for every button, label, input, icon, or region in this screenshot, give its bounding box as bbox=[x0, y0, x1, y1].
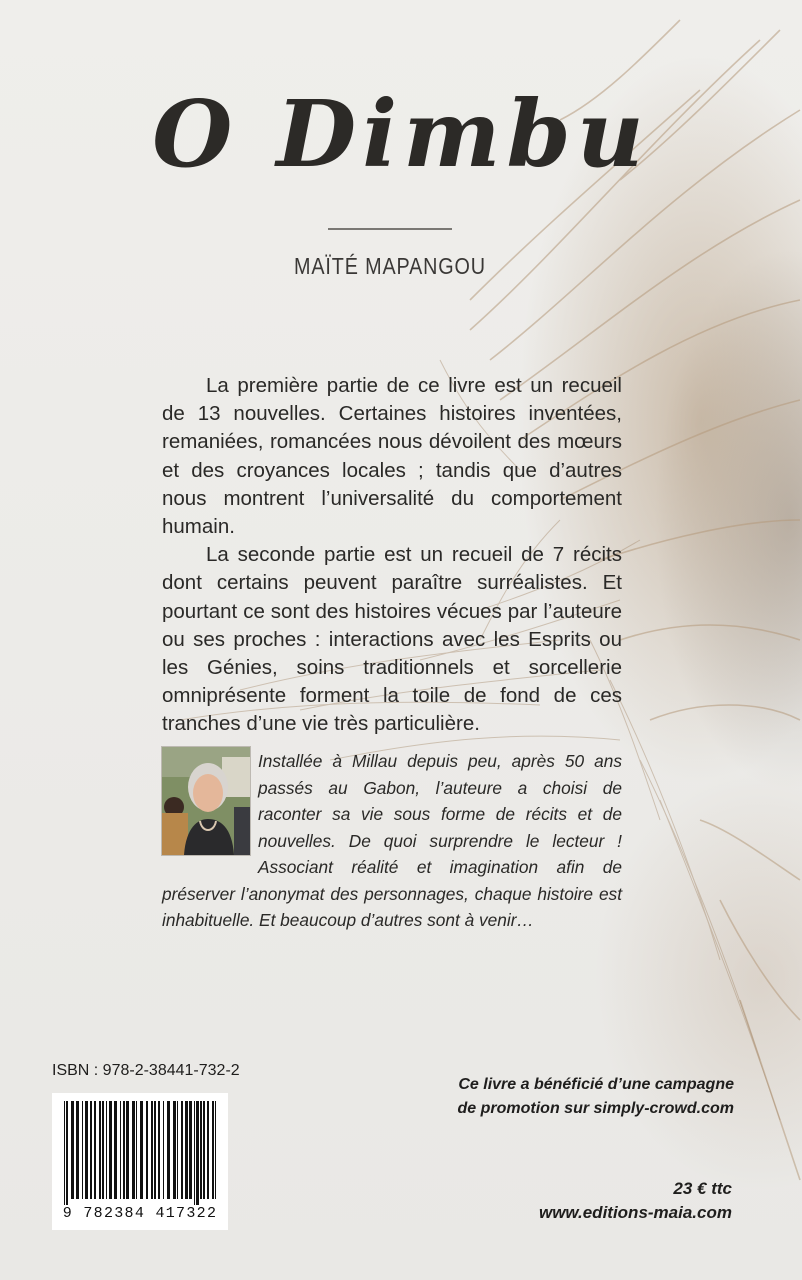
barcode-bar bbox=[114, 1101, 117, 1199]
barcode-bar bbox=[126, 1101, 129, 1199]
book-title: O Dimbu bbox=[152, 80, 650, 188]
barcode-bar bbox=[196, 1101, 199, 1205]
author-bio-text: Installée à Millau depuis peu, après 50 ans passés au Gabon, l’auteure a choisi de raconter sa vie sous forme de récits et de nouvelles. De quoi surprendre le lecteur ! Associant réalité et imagination afin de préserver l’anonymat des personnages, chaque histoire est inhabituelle. Et beaucoup d’autres sont à venir… bbox=[162, 751, 622, 930]
barcode-bar bbox=[76, 1101, 79, 1199]
barcode-bar bbox=[177, 1101, 178, 1199]
price: 23 € ttc bbox=[673, 1179, 732, 1198]
barcode-bar bbox=[154, 1101, 156, 1199]
barcode-bar bbox=[71, 1101, 74, 1199]
promotion-line: Ce livre a bénéficié d’une campagne bbox=[458, 1076, 734, 1093]
barcode-bar bbox=[132, 1101, 135, 1199]
barcode-bar bbox=[151, 1101, 153, 1199]
barcode-bar bbox=[66, 1101, 68, 1205]
barcode-bar bbox=[106, 1101, 107, 1199]
barcode-bar bbox=[167, 1101, 170, 1199]
barcode-bar bbox=[102, 1101, 104, 1199]
title-divider bbox=[328, 228, 452, 230]
barcode-bar bbox=[207, 1101, 209, 1199]
barcode-bar bbox=[109, 1101, 112, 1199]
barcode-bar bbox=[173, 1101, 176, 1199]
summary-paragraph: La première partie de ce livre est un recueil de 13 nouvelles. Certaines histoires inventées, remaniées, romancées nous dévoilent des mœurs et des croyances locales ; tandis que d’autres nous montrent l’universalité du comportement humain. bbox=[162, 374, 622, 539]
barcode-bar bbox=[64, 1101, 65, 1205]
barcode-bar bbox=[163, 1101, 164, 1199]
isbn: ISBN : 978-2-38441-732-2 bbox=[52, 1062, 240, 1079]
barcode-number: 9 782384 417322 bbox=[62, 1205, 218, 1222]
barcode-bar bbox=[194, 1101, 195, 1205]
barcode bbox=[52, 1093, 228, 1230]
barcode-bar bbox=[120, 1101, 121, 1199]
barcode-bar bbox=[189, 1101, 192, 1199]
barcode-bar bbox=[146, 1101, 148, 1199]
barcode-bar bbox=[181, 1101, 183, 1199]
barcode-bar bbox=[99, 1101, 101, 1199]
barcode-bar bbox=[200, 1101, 202, 1199]
barcode-bar bbox=[90, 1101, 92, 1199]
barcode-bar bbox=[158, 1101, 160, 1199]
promotion-note bbox=[458, 1073, 734, 1121]
barcode-bar bbox=[215, 1101, 216, 1199]
barcode-bar bbox=[94, 1101, 96, 1199]
barcode-bar bbox=[85, 1101, 88, 1199]
author-name: MAÏTÉ MAPANGOU bbox=[294, 253, 486, 279]
promotion-line: de promotion sur simply-crowd.com bbox=[457, 1100, 734, 1117]
barcode-bar bbox=[212, 1101, 214, 1199]
book-summary bbox=[162, 372, 622, 739]
publisher-website[interactable]: www.editions-maia.com bbox=[538, 1203, 732, 1222]
author-bio bbox=[162, 748, 622, 934]
summary-paragraph: La seconde partie est un recueil de 7 récits dont certains peuvent paraître surréalistes. Et pourtant ce sont des histoires vécues par l’auteure ou ses proches : interactions avec les Esprits ou les Génies, soins traditionnels et sorcellerie omniprésente forment la toile de fond de ces tranches d’une vie très particulière. bbox=[162, 543, 622, 736]
barcode-bar bbox=[136, 1101, 137, 1199]
barcode-bar bbox=[123, 1101, 125, 1199]
barcode-bar bbox=[82, 1101, 83, 1199]
barcode-bar bbox=[203, 1101, 205, 1199]
barcode-bar bbox=[140, 1101, 143, 1199]
barcode-bar bbox=[185, 1101, 188, 1199]
